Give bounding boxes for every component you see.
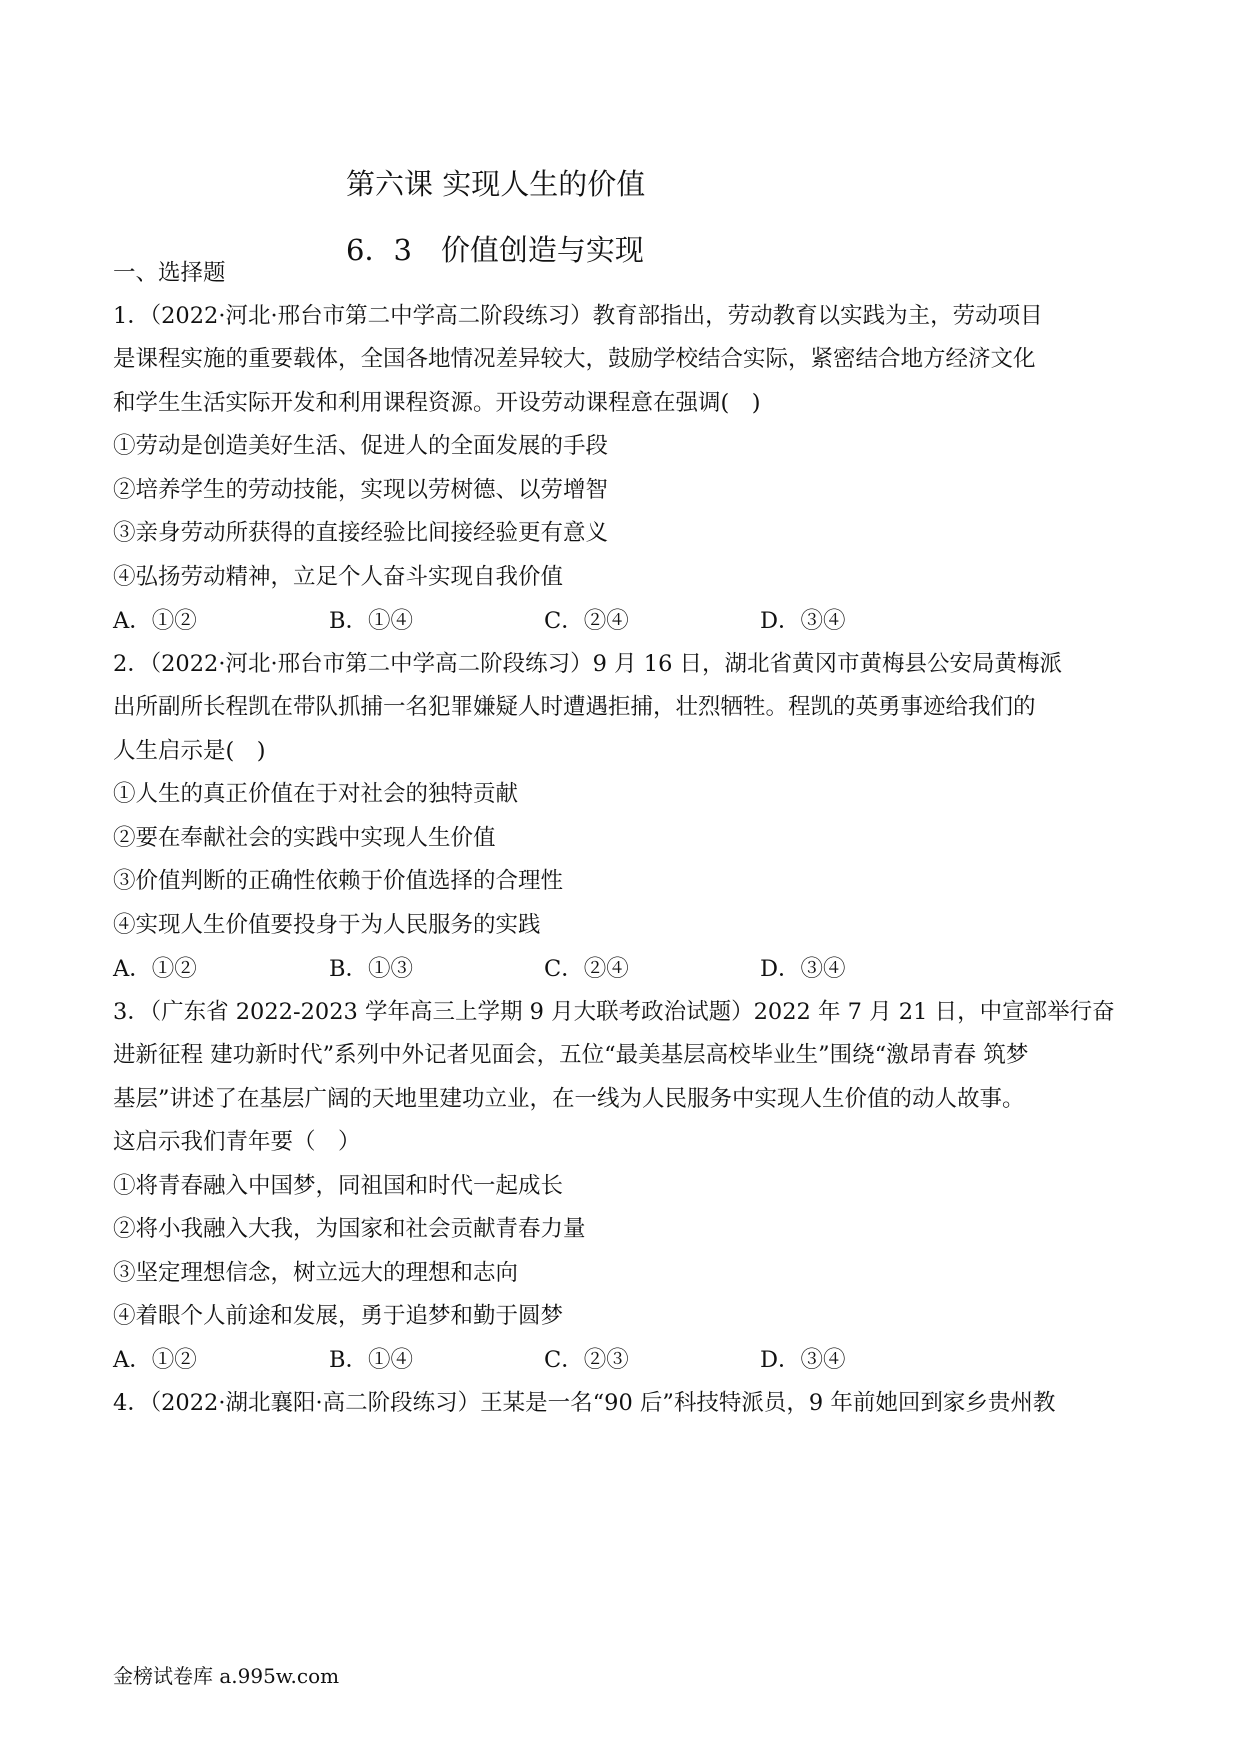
question-stem-line: 4．（2022·湖北襄阳·高二阶段练习）王某是一名“90 后”科技特派员，9 年前她回到家乡贵州教 — [113, 1390, 1056, 1416]
option-a: A．①② — [113, 608, 197, 634]
question-stem-line: 是课程实施的重要载体，全国各地情况差异较大，鼓励学校结合实际，紧密结合地方经济文化 — [113, 346, 1036, 372]
statement-4: ④弘扬劳动精神，立足个人奋斗实现自我价值 — [113, 564, 564, 590]
question-stem-line: 基层”讲述了在基层广阔的天地里建功立业，在一线为人民服务中实现人生价值的动人故事。 — [113, 1086, 1025, 1112]
question-stem-line: 和学生生活实际开发和利用课程资源。开设劳动课程意在强调( ) — [113, 390, 761, 416]
lesson-title: 第六课 实现人生的价值 — [346, 167, 646, 201]
option-c: C．②③ — [544, 1347, 629, 1373]
option-c: C．②④ — [544, 956, 629, 982]
option-b: B．①④ — [329, 608, 414, 634]
section-title: 6．3 价值创造与实现 — [346, 233, 644, 267]
option-a: A．①② — [113, 956, 197, 982]
statement-2: ②将小我融入大我，为国家和社会贡献青春力量 — [113, 1216, 586, 1242]
question-stem-line: 出所副所长程凯在带队抓捕一名犯罪嫌疑人时遭遇拒捕，壮烈牺牲。程凯的英勇事迹给我们的 — [113, 694, 1036, 720]
answer-options — [113, 606, 1013, 636]
statement-3: ③坚定理想信念，树立远大的理想和志向 — [113, 1260, 519, 1286]
statement-2: ②要在奉献社会的实践中实现人生价值 — [113, 825, 496, 851]
question-stem-line: 这启示我们青年要（ ） — [113, 1129, 361, 1155]
option-d: D．③④ — [760, 608, 846, 634]
option-d: D．③④ — [760, 1347, 846, 1373]
footer-watermark: 金榜试卷库 a.995w.com — [113, 1664, 340, 1688]
question-stem-line: 1．（2022·河北·邢台市第二中学高二阶段练习）教育部指出，劳动教育以实践为主，劳动项目 — [113, 303, 1043, 329]
statement-1: ①人生的真正价值在于对社会的独特贡献 — [113, 781, 519, 807]
option-b: B．①④ — [329, 1347, 414, 1373]
option-d: D．③④ — [760, 956, 846, 982]
answer-options — [113, 1345, 1013, 1375]
statement-4: ④实现人生价值要投身于为人民服务的实践 — [113, 912, 541, 938]
section-heading: 一、选择题 — [113, 260, 226, 286]
question-stem-line: 3．（广东省 2022-2023 学年高三上学期 9 月大联考政治试题）2022 年 7 月 21 日，中宣部举行奋 — [113, 999, 1115, 1025]
statement-1: ①将青春融入中国梦，同祖国和时代一起成长 — [113, 1173, 564, 1199]
statement-3: ③价值判断的正确性依赖于价值选择的合理性 — [113, 868, 564, 894]
statement-2: ②培养学生的劳动技能，实现以劳树德、以劳增智 — [113, 477, 609, 503]
option-a: A．①② — [113, 1347, 197, 1373]
answer-options — [113, 954, 1013, 984]
option-b: B．①③ — [329, 956, 414, 982]
option-c: C．②④ — [544, 608, 629, 634]
statement-4: ④着眼个人前途和发展，勇于追梦和勤于圆梦 — [113, 1303, 564, 1329]
question-stem-line: 进新征程 建功新时代”系列中外记者见面会，五位“最美基层高校毕业生”围绕“激昂青春 筑梦 — [113, 1042, 1029, 1068]
question-stem-line: 2．（2022·河北·邢台市第二中学高二阶段练习）9 月 16 日，湖北省黄冈市黄梅县公安局黄梅派 — [113, 651, 1063, 677]
statement-3: ③亲身劳动所获得的直接经验比间接经验更有意义 — [113, 520, 609, 546]
question-stem-line: 人生启示是( ) — [113, 738, 266, 764]
statement-1: ①劳动是创造美好生活、促进人的全面发展的手段 — [113, 433, 609, 459]
